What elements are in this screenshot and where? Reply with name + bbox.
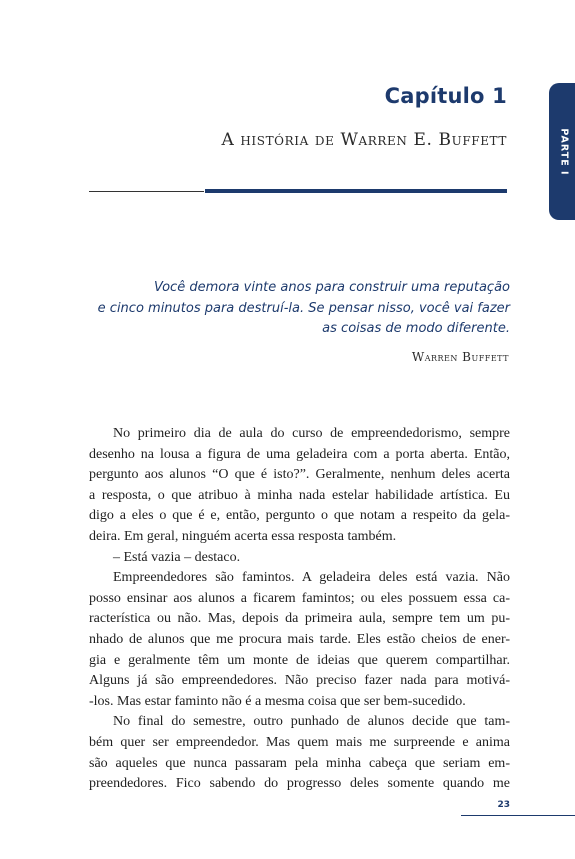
header-rule-thick bbox=[205, 189, 507, 193]
body-line: gia e geralmente têm um monte de ideias que querem compartilhar. bbox=[89, 652, 510, 668]
body-line: Empreendedores são famintos. A geladeira deles está vazia. Não bbox=[113, 570, 510, 586]
body-line: No final do semestre, outro punhado de alunos decide que tam- bbox=[113, 714, 510, 730]
body-line: pergunto aos alunos “O que é isto?”. Geralmente, nenhum deles acerta bbox=[89, 467, 510, 483]
body-line: deira. Em geral, ninguém acerta essa resposta também. bbox=[89, 528, 397, 544]
body-line: desenho na lousa a figura de uma geladeira com a porta aberta. Então, bbox=[89, 446, 510, 462]
chapter-title: A história de Warren E. Buffett bbox=[221, 130, 507, 150]
epigraph-quote bbox=[89, 278, 510, 340]
body-line: são aqueles que nunca passaram pela minha cabeça que seriam em- bbox=[89, 755, 510, 771]
body-line: posso ensinar aos alunos a ficarem famintos; ou eles possuem essa ca- bbox=[89, 590, 510, 606]
body-line: a resposta, o que atribuo à minha nada estelar habilidade artística. Eu bbox=[89, 487, 510, 503]
body-line: nhado de alunos que me procura mais tarde. Eles estão cheios de ener- bbox=[89, 631, 510, 647]
body-line: Alguns já são empreendedores. Não preciso fazer nada para motivá- bbox=[89, 673, 510, 689]
page-number: 23 bbox=[497, 800, 510, 810]
footer-rule bbox=[461, 815, 575, 816]
body-line: No primeiro dia de aula do curso de empreendedorismo, sempre bbox=[113, 426, 510, 441]
epigraph-line: e cinco minutos para destruí-la. Se pensar nisso, você vai fazer bbox=[97, 300, 510, 316]
body-text bbox=[89, 424, 510, 795]
epigraph-line: Você demora vinte anos para construir uma reputação bbox=[153, 280, 510, 295]
body-line: digo a eles o que é e, então, pergunto o que notam a respeito da gela- bbox=[89, 508, 510, 524]
body-line: preendedores. Fico sabendo do progresso deles somente quando me bbox=[89, 776, 510, 792]
body-line: racterística ou não. Mas, depois da primeira aula, sempre tem um pu- bbox=[89, 611, 510, 627]
part-side-tab bbox=[549, 83, 575, 220]
part-tab-label: PARTE I bbox=[558, 127, 570, 176]
body-line: – Está vazia – destaco. bbox=[113, 549, 241, 565]
body-line: -los. Mas estar faminto não é a mesma coisa que ser bem-sucedido. bbox=[89, 693, 466, 709]
chapter-number: Capítulo 1 bbox=[384, 84, 507, 108]
epigraph-line: as coisas de modo diferente. bbox=[322, 321, 510, 336]
header-rule-thin bbox=[89, 191, 204, 192]
epigraph-author: Warren Buffett bbox=[411, 350, 509, 364]
body-line: bém quer ser empreendedor. Mas quem mais me surpreende e anima bbox=[89, 734, 510, 750]
